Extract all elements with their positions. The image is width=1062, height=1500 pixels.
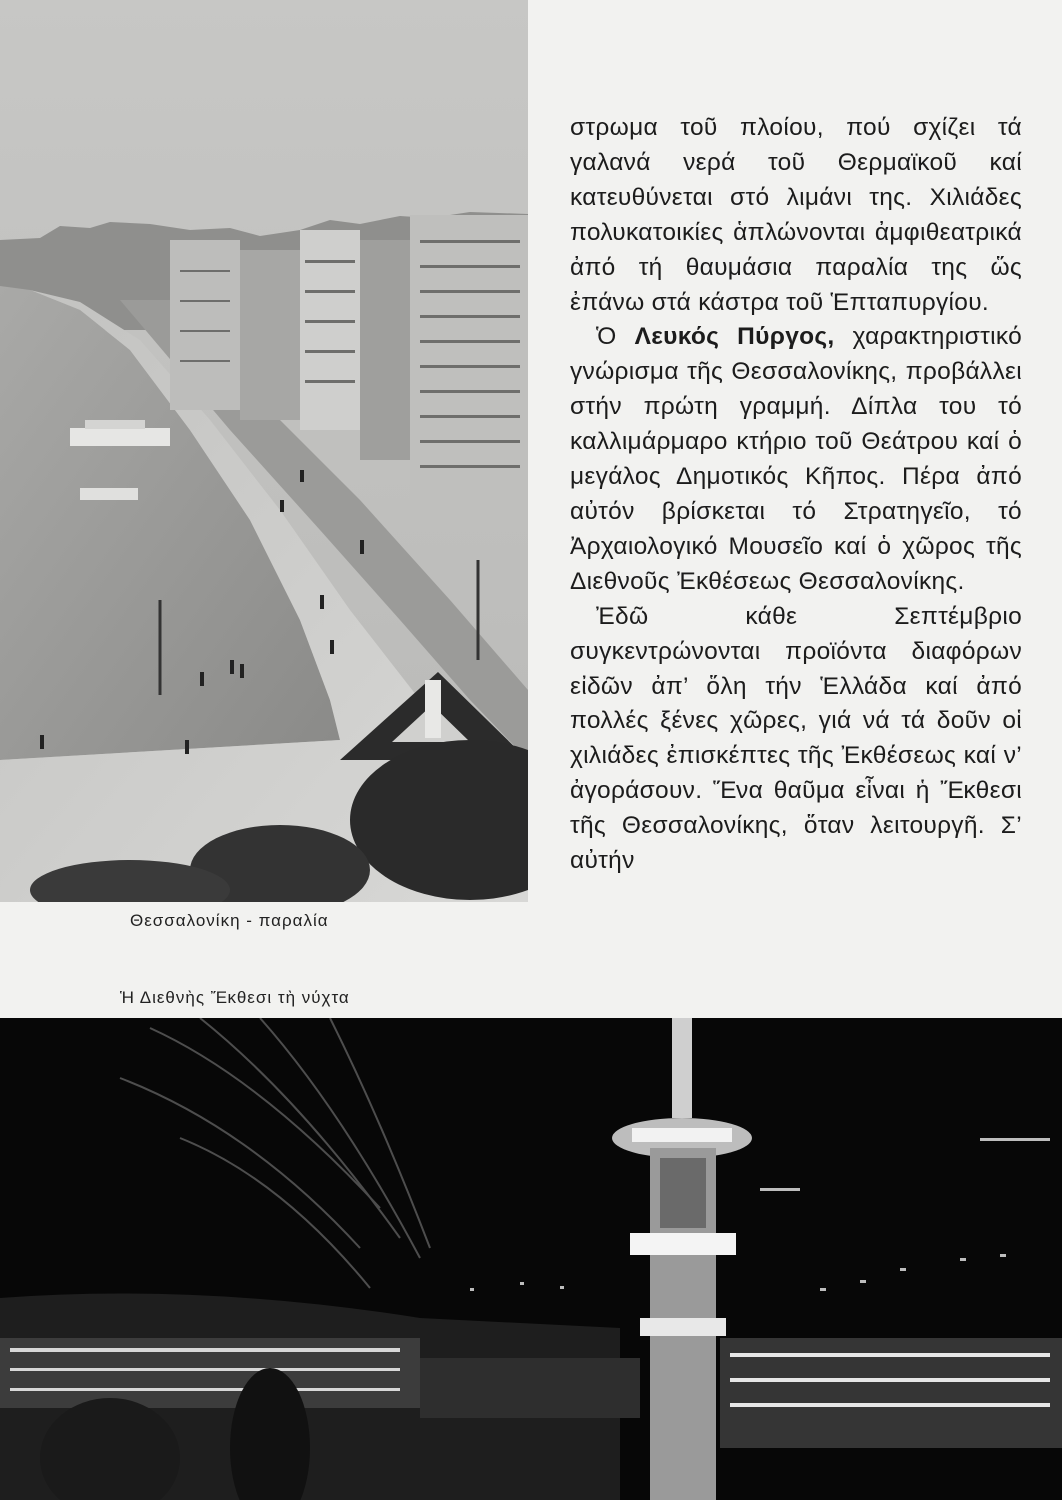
paragraph-3: Ἐδῶ κάθε Σεπτέμβριο συγκεντρώνονται προϊόντα διαφόρων εἰδῶν ἀπ’ ὅλη τήν Ἑλλάδα καί ἀπό πολλές ξένες χῶρες, γιά νά τά δοῦν οἱ χιλιάδες ἐπισκέπτες τῆς Ἐκθέσεως καί ν’ ἀγοράσουν. Ἕνα θαῦμα εἶναι ἡ Ἔκθεσι τῆς Θεσσαλονίκης, ὅταν λειτουργῆ. Σ’ αὐτήν xyxy=(570,602,1022,875)
paragraph-2 xyxy=(570,320,1022,599)
paragraph-1: στρωμα τοῦ πλοίου, πού σχίζει τά γαλανά νερά τοῦ Θερμαϊκοῦ καί κατευθύνεται στό λιμάνι της. Χιλιάδες πολυκατοικίες ἁπλώνονται ἀμφιθεατρικά ἀπό τή θαυμάσια παραλία της ὥς ἐπάνω στά κάστρα τοῦ Ἑπταπυργίου. xyxy=(570,114,1022,316)
paragraph-2-lead: Ὁ xyxy=(596,323,635,351)
seafront-photo xyxy=(0,0,528,902)
article-text xyxy=(570,111,1022,879)
paragraph-2-body: χαρακτηριστικό γνώρισμα τῆς Θεσσαλονίκης, προβάλλει στήν πρώτη γραμμή. Δίπλα του τό καλλιμάρμαρο κτήριο τοῦ Θεάτρου καί ὁ μεγάλος Δημοτικός Κῆπος. Πέρα ἀπό αὐτόν βρίσκεται τό Στρατηγεῖο, τό Ἀρχαιολογικό Μουσεῖο καί ὁ χῶρος τῆς Διεθνοῦς Ἐκθέσεως Θεσσαλονίκης. xyxy=(570,323,1022,595)
white-tower-heading: Λευκός Πύργος, xyxy=(634,323,835,351)
fair-night-photo-caption: Ἡ Διεθνὴς Ἔκθεσι τὴ νύχτα xyxy=(120,988,350,1007)
seafront-photo-caption: Θεσσαλονίκη - παραλία xyxy=(130,911,329,930)
fair-night-photo xyxy=(0,1018,1062,1500)
